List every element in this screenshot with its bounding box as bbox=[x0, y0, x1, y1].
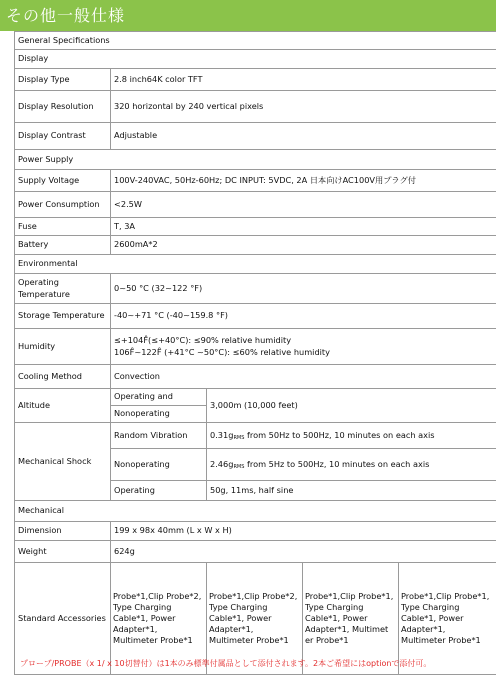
battery-value: 2600mA*2 bbox=[111, 236, 496, 255]
random-vibration-desc: from 50Hz to 500Hz, 10 minutes on each axis bbox=[244, 429, 435, 440]
spec-row bbox=[15, 501, 496, 522]
accessory-line: Probe*1,Clip Probe*1, bbox=[401, 590, 490, 601]
dimension-label: Dimension bbox=[15, 522, 111, 541]
altitude-operating-label: Operating and bbox=[111, 389, 207, 406]
accessory-line: Cable*1, Power bbox=[113, 612, 176, 623]
cooling-label: Cooling Method bbox=[15, 365, 111, 389]
accessory-line: Cable*1, Power bbox=[209, 612, 272, 623]
power-consumption-value: <2.5W bbox=[111, 192, 496, 218]
display-contrast-value: Adjustable bbox=[111, 123, 496, 150]
random-vibration-unit: RMS bbox=[233, 434, 245, 441]
random-vibration-value bbox=[207, 423, 496, 449]
accessory-line: Adapter*1, bbox=[209, 624, 254, 635]
display-resolution-value: 320 horizontal by 240 vertical pixels bbox=[111, 91, 496, 123]
accessory-line: Probe*1,Clip Probe*1, bbox=[305, 590, 394, 601]
accessory-line: Cable*1, Power bbox=[305, 612, 368, 623]
humidity-value bbox=[111, 329, 496, 365]
spec-row bbox=[15, 218, 496, 236]
accessory-line: Adapter*1, bbox=[401, 624, 446, 635]
display-type-label: Display Type bbox=[15, 69, 111, 91]
battery-label: Battery bbox=[15, 236, 111, 255]
power-consumption-label: Power Consumption bbox=[15, 192, 111, 218]
accessories-label: Standard Accessories bbox=[15, 563, 111, 675]
nonoperating-unit: RMS bbox=[233, 463, 245, 470]
spec-row bbox=[15, 91, 496, 123]
humidity-line-1: ≤+104F̊(≤+40°C): ≤90% relative humidity bbox=[114, 335, 292, 346]
accessory-line: Adapter*1, bbox=[113, 624, 158, 635]
display-resolution-label: Display Resolution bbox=[15, 91, 111, 123]
altitude-value: 3,000m (10,000 feet) bbox=[207, 389, 496, 423]
nonoperating-desc: from 5Hz to 500Hz, 10 minutes on each axis bbox=[244, 458, 430, 469]
spec-row bbox=[15, 329, 496, 365]
accessory-line: Multimeter Probe*1 bbox=[401, 635, 481, 646]
spec-row bbox=[15, 255, 496, 274]
spec-row bbox=[15, 541, 496, 563]
spec-row bbox=[15, 32, 496, 50]
random-vibration-label: Random Vibration bbox=[111, 423, 207, 449]
random-vibration-g: 0.31g bbox=[210, 429, 234, 440]
probe-note: プローブ/PROBE（x 1/ x 10切替付）は1本のみ標準付属品として添付されます。2本ご希望にはoptionで添付可。 bbox=[20, 659, 432, 668]
weight-label: Weight bbox=[15, 541, 111, 563]
accessory-line: Probe*1,Clip Probe*2, bbox=[209, 590, 298, 601]
accessory-line: Type Charging bbox=[305, 601, 364, 612]
spec-row bbox=[15, 170, 496, 192]
dimension-value: 199 x 98x 40mm (L x W x H) bbox=[111, 522, 496, 541]
spec-row bbox=[15, 50, 496, 69]
spec-row bbox=[15, 274, 496, 304]
cooling-value: Convection bbox=[111, 365, 496, 389]
operating-value: 50g, 11ms, half sine bbox=[207, 481, 496, 501]
nonoperating-g: 2.46g bbox=[210, 458, 234, 469]
spec-row bbox=[15, 423, 496, 449]
spec-row bbox=[15, 150, 496, 170]
spec-table bbox=[14, 31, 496, 675]
display-type-value: 2.8 inch64K color TFT bbox=[111, 69, 496, 91]
nonoperating-value bbox=[207, 449, 496, 481]
spec-row bbox=[15, 389, 496, 406]
accessory-line: Adapter*1, Multimet bbox=[305, 624, 389, 635]
accessory-line: Type Charging bbox=[401, 601, 460, 612]
storage-temperature-value: -40~+71 °C (-40~159.8 °F) bbox=[111, 304, 496, 329]
spec-row bbox=[15, 304, 496, 329]
fuse-label: Fuse bbox=[15, 218, 111, 236]
accessory-line: Type Charging bbox=[113, 601, 172, 612]
spec-row bbox=[15, 69, 496, 91]
page-title: その他一般仕様 bbox=[6, 6, 126, 25]
humidity-line-2: 106F̊~122F̊ (+41°C ~50°C): ≤60% relative humidity bbox=[114, 346, 330, 357]
spec-row bbox=[15, 522, 496, 541]
accessory-line: Multimeter Probe*1 bbox=[113, 635, 193, 646]
section-general: General Specifications bbox=[15, 32, 496, 50]
spec-row bbox=[15, 123, 496, 150]
operating-temperature-value: 0~50 °C (32~122 °F) bbox=[111, 274, 496, 304]
storage-temperature-label: Storage Temperature bbox=[15, 304, 111, 329]
accessory-line: Type Charging bbox=[209, 601, 268, 612]
shock-label: Mechanical Shock bbox=[15, 423, 111, 501]
operating-temperature-label: Operating Temperature bbox=[15, 274, 111, 304]
weight-value: 624g bbox=[111, 541, 496, 563]
accessory-line: Probe*1,Clip Probe*2, bbox=[113, 590, 202, 601]
section-environmental: Environmental bbox=[15, 255, 496, 274]
operating-label: Operating bbox=[111, 481, 207, 501]
section-mechanical: Mechanical bbox=[15, 501, 496, 522]
section-power: Power Supply bbox=[15, 150, 496, 170]
accessory-line: er Probe*1 bbox=[305, 635, 349, 646]
altitude-nonoperating-label: Nonoperating bbox=[111, 406, 207, 423]
spec-row bbox=[15, 236, 496, 255]
accessory-line: Cable*1, Power bbox=[401, 612, 464, 623]
spec-row bbox=[15, 192, 496, 218]
accessory-line: Multimeter Probe*1 bbox=[209, 635, 289, 646]
supply-voltage-value: 100V-240VAC, 50Hz-60Hz; DC INPUT: 5VDC, 2A 日本向けAC100V用プラグ付 bbox=[111, 170, 496, 192]
spec-row bbox=[15, 365, 496, 389]
supply-voltage-label: Supply Voltage bbox=[15, 170, 111, 192]
page-title-bar bbox=[0, 0, 496, 31]
section-display: Display bbox=[15, 50, 496, 69]
altitude-label: Altitude bbox=[15, 389, 111, 423]
fuse-value: T, 3A bbox=[111, 218, 496, 236]
nonoperating-label: Nonoperating bbox=[111, 449, 207, 481]
humidity-label: Humidity bbox=[15, 329, 111, 365]
display-contrast-label: Display Contrast bbox=[15, 123, 111, 150]
